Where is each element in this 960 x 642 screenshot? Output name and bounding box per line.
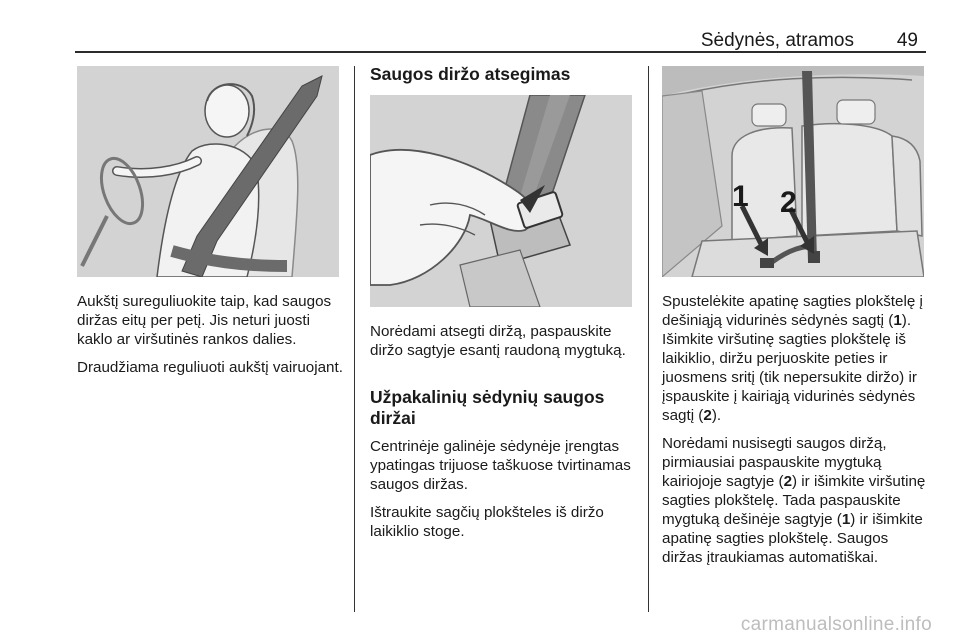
page-number: 49 [896, 30, 918, 51]
unbuckling-text-a: Norėdami nusisegti saugos diržą, pirmiausiai paspauskite mygtuką kairiojoje sagtyje ( [662, 435, 887, 490]
callout-1: 1 [732, 180, 749, 213]
callout-2: 2 [780, 186, 797, 219]
unbuckling-text-c: ) ir išimkite apatinę sagties plokštelę. Saugos diržas įtraukiamas automatiškai. [662, 511, 923, 566]
rear-seat-belt-illustration [662, 66, 924, 277]
column3-text [662, 292, 932, 576]
column-divider-right [648, 66, 649, 612]
buckle-release-drawing [370, 95, 632, 307]
page-header-title: Sėdynės, atramos [700, 30, 854, 51]
buckle-ref-2: 2 [703, 407, 712, 424]
rear-seatbelts-heading: Užpakalinių sėdynių saugos diržai [370, 387, 605, 428]
column1-text [77, 292, 347, 386]
watermark: carmanualsonline.info [740, 614, 932, 635]
buckle-release-illustration [370, 95, 632, 307]
buckling-steps-paragraph [662, 292, 932, 425]
height-adjust-paragraph: Aukštį sureguliuokite taip, kad saugos diržas eitų per petį. Jis neturi juosti kaklo ar viršutinės rankos dalies. [77, 293, 332, 348]
unbuckle-ref-2: 2 [783, 473, 793, 490]
center-seat-paragraph: Centrinėje galinėje sėdynėje įrengtas ypatingas trijuose taškuose tvirtinamas saugos diržas. [370, 438, 631, 493]
buckling-text-c: ). [711, 407, 722, 424]
unbuckle-ref-1: 1 [841, 511, 851, 528]
buckling-text-b: ). Išimkite viršutinę sagties plokštelę iš laikiklio, diržu perjuoskite peties ir juosmens sritį (tik nepersukite diržo) ir įspauskite į kairiąją vidurinės sėdynės sagtį ( [662, 312, 917, 424]
unbuckle-paragraph: Norėdami atsegti diržą, paspauskite diržo sagtyje esantį raudoną mygtuką. [370, 323, 626, 359]
column2-rear-text [370, 437, 645, 550]
no-adjust-while-driving-paragraph: Draudžiama reguliuoti aukštį vairuojant. [77, 359, 343, 376]
buckling-text-a: Spustelėkite apatinę sagties plokštelę į dešiniąją vidurinės sėdynės sagtį ( [662, 293, 923, 329]
unbuckling-steps-paragraph [662, 434, 932, 567]
rear-seat-belt-drawing [662, 66, 924, 277]
driver-seatbelt-drawing [77, 66, 339, 277]
column-divider-left [354, 66, 355, 612]
unbuckling-text-b: ) ir išimkite viršutinę sagties plokštelę. Tada paspauskite mygtuką dešinėje sagtyje ( [662, 473, 926, 528]
driver-seatbelt-illustration [77, 66, 339, 277]
unbuckle-heading: Saugos diržo atsegimas [370, 64, 571, 84]
header-rule [75, 51, 926, 53]
pull-out-latches-paragraph: Ištraukite sagčių plokšteles iš diržo laikiklio stoge. [370, 504, 604, 540]
buckle-ref-1: 1 [893, 312, 902, 329]
column2-unbuckle-text [370, 322, 642, 369]
